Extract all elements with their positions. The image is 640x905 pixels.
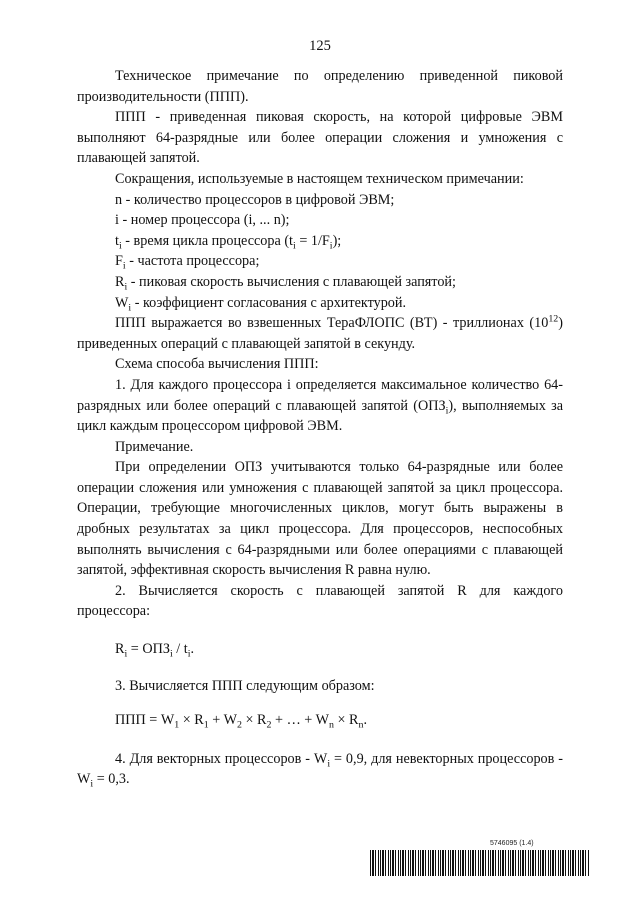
paragraph-step-1: 1. Для каждого процессора i определяется максимальное количество 64-разрядных или более операций с плавающей запятой $(ОПЗ_i)$, выполняемых за цикл каждым процессором цифровой ЭВМ. bbox=[77, 376, 563, 435]
abbr-f: $F_i$ - частота процессора; bbox=[115, 253, 260, 272]
barcode-label: 5746095 (1.4) bbox=[490, 840, 534, 847]
abbr-t: $t_i$ - время цикла процессора $(t_i = 1/F_i)$; bbox=[115, 232, 342, 252]
abbr-w: $W_i$ - коэффициент согласования с архитектурой. bbox=[115, 294, 407, 313]
paragraph-units: ППП выражается во взвешенных ТераФЛОПС (ВТ) - триллионах $(10^{12})$ приведенных операций с плавающей запятой в секунду. bbox=[77, 313, 563, 352]
abbr-i: i - номер процессора (i, ... n); bbox=[115, 212, 290, 229]
formula-ppp: ППП = $W_1 \times R_1 + W_2 \times R_2$ + … + $W_n \times R_n$. bbox=[115, 712, 368, 731]
paragraph-title-note: Техническое примечание по определению приведенной пиковой производительности (ППП). bbox=[77, 68, 563, 105]
document-body bbox=[77, 66, 563, 790]
abbr-r: $R_i$ - пиковая скорость вычисления с плавающей запятой; bbox=[115, 273, 456, 293]
formula-r: $R_i = ОПЗ_i / t_i$. bbox=[115, 641, 194, 660]
abbr-n: n - количество процессоров в цифровой ЭВМ; bbox=[115, 191, 395, 208]
barcode-image bbox=[370, 850, 590, 876]
paragraph-step-2: 2. Вычисляется скорость с плавающей запятой R для каждого процессора: bbox=[77, 582, 563, 620]
paragraph-note-heading: Примечание. bbox=[115, 438, 194, 455]
paragraph-note-body: При определении ОПЗ учитываются только 64-разрядные или более операции сложения или умножения с плавающей запятой за цикл процессора. Операции, требующие многочисленных циклов, могут быть выражены в дробных результатах за цикл процессора. Для процессоров, неспособных выполнять вычисления с 64-разрядными или более операциями с плавающей запятой, эффективная скорость вычисления R равна нулю. bbox=[77, 459, 563, 579]
paragraph-step-4: 4. Для векторных процессоров - $W_i = 0,9$, для невекторных процессоров - $W_i = 0,3$. bbox=[77, 750, 563, 790]
paragraph-step-3: 3. Вычисляется ППП следующим образом: bbox=[115, 677, 375, 694]
paragraph-definition: ППП - приведенная пиковая скорость, на которой цифровые ЭВМ выполняют 64-разрядные или более операции сложения и умножения с плавающей запятой. bbox=[77, 109, 563, 167]
paragraph-abbreviations-intro: Сокращения, используемые в настоящем техническом примечании: bbox=[115, 170, 524, 187]
barcode-block bbox=[370, 840, 590, 880]
paragraph-scheme-intro: Схема способа вычисления ППП: bbox=[115, 356, 319, 373]
page-number: 125 bbox=[309, 38, 331, 54]
